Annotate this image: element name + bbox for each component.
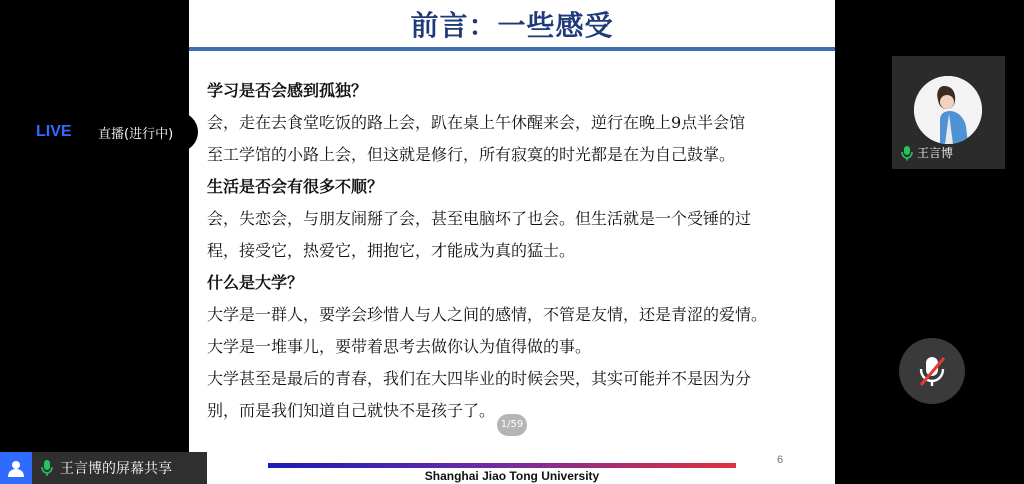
footer-gradient-bar [268, 463, 736, 468]
slide [189, 0, 835, 484]
slide-paragraph-line: 至工学馆的小路上会，但这就是修行，所有寂寞的时光都是在为自己鼓掌。 [207, 145, 736, 164]
slide-paragraph-line: 会，走在去食堂吃饭的路上会，趴在桌上午休醒来会，逆行在晚上9点半会馆 [207, 113, 746, 132]
screen-share-label: 王言博的屏幕共享 [60, 461, 172, 477]
slide-paragraph-line: 大学甚至是最后的青春，我们在大四毕业的时候会哭，其实可能并不是因为分 [207, 369, 752, 388]
live-status: 直播(进行中) [98, 126, 174, 142]
slide-footer: Shanghai Jiao Tong University [424, 469, 600, 483]
user-icon[interactable] [0, 452, 32, 484]
slide-paragraph-line: 别，而是我们知道自己就快不是孩子了。 [207, 401, 496, 420]
participant-label [900, 144, 953, 161]
slide-title: 前言：一些感受 [410, 9, 614, 42]
live-badge [26, 112, 198, 152]
participant-name: 王言博 [917, 146, 954, 160]
participant-video-tile[interactable] [892, 56, 1005, 169]
mute-toggle-button[interactable] [899, 338, 965, 404]
slide-paragraph-line: 大学是一堆事儿，要带着思考去做你认为值得做的事。 [207, 337, 592, 356]
mic-icon [40, 459, 54, 477]
slide-page-indicator[interactable]: 1/59 [497, 414, 527, 436]
mic-icon [900, 145, 914, 161]
avatar [914, 76, 982, 144]
live-label: LIVE [36, 123, 72, 140]
slide-question: 学习是否会感到孤独？ [207, 81, 368, 100]
slide-question: 什么是大学？ [207, 273, 304, 292]
slide-paragraph-line: 大学是一群人，要学会珍惜人与人之间的感情，不管是友情，还是青涩的爱情。 [207, 305, 768, 324]
slide-number: 6 [777, 454, 784, 466]
slide-body [207, 78, 832, 430]
slide-paragraph-line: 会，失恋会，与朋友闹掰了会，甚至电脑坏了也会。但生活就是一个受锤的过 [207, 209, 752, 228]
title-rule [189, 47, 835, 51]
screen-share-bar [0, 452, 207, 484]
mic-muted-icon [917, 354, 947, 388]
slide-question: 生活是否会有很多不顺？ [207, 177, 384, 196]
slide-paragraph-line: 程，接受它，热爱它，拥抱它，才能成为真的猛士。 [207, 241, 576, 260]
